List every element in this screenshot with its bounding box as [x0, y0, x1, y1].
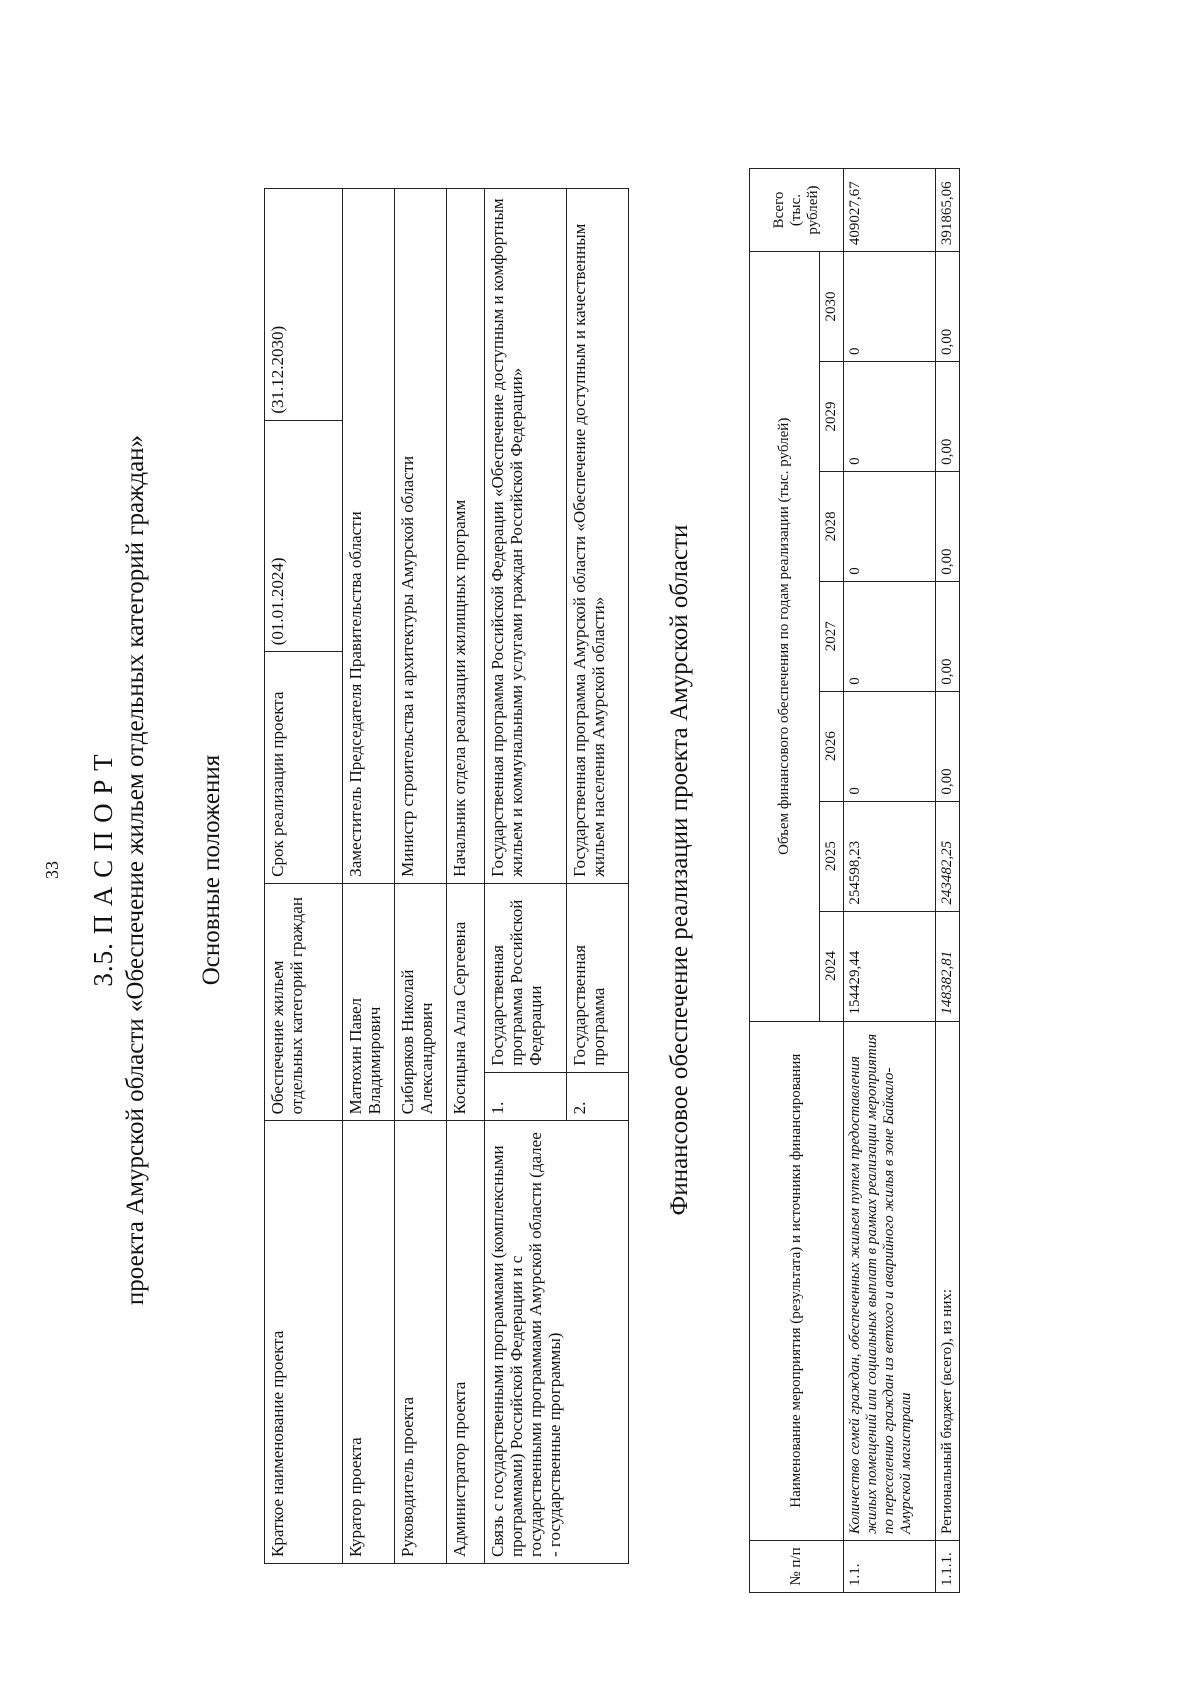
table-row — [936, 169, 960, 1593]
term-end: (31.12.2030) — [265, 189, 343, 421]
row-value: 154429,44 — [844, 911, 936, 1021]
table-row — [395, 189, 447, 1564]
leader-label: Руководитель проекта — [395, 1121, 447, 1564]
row-num: 1.1. — [844, 1541, 936, 1593]
link-item-name: Государственная программа Российской Федерации «Обеспечение доступным и комфортным жильем и коммунальными услугами граждан Российской Федерации» — [485, 189, 567, 884]
row-value: 243482,25 — [936, 801, 960, 911]
row-value: 0,00 — [936, 361, 960, 471]
table-row — [485, 189, 567, 1564]
link-item-type: Государственная программа Российской Федерации — [485, 883, 567, 1072]
row-name: Региональный бюджет (всего), из них: — [936, 1021, 960, 1541]
row-value: 0,00 — [936, 581, 960, 691]
link-item-number: 2. — [567, 1072, 629, 1121]
header-volume: Объем финансового обеспечения по годам реализации (тыс. рублей) — [750, 252, 820, 1021]
table-row — [343, 189, 395, 1564]
row-value: 0 — [844, 691, 936, 801]
table-row — [844, 169, 936, 1593]
link-item-number: 1. — [485, 1072, 567, 1121]
header-total: Всего (тыс. рублей) — [750, 169, 844, 252]
term-start: (01.01.2024) — [265, 420, 343, 652]
table-row — [447, 189, 485, 1564]
term-label: Срок реализации проекта — [265, 652, 343, 884]
link-item-type: Государственная программа — [567, 883, 629, 1072]
row-value: 0 — [844, 361, 936, 471]
row-value: 254598,23 — [844, 801, 936, 911]
row-value: 0 — [844, 252, 936, 362]
admin-name: Косицына Алла Сергеевна — [447, 883, 485, 1121]
document-page — [10, 50, 1150, 1690]
row-total: 391865,06 — [936, 169, 960, 252]
short-name-label: Краткое наименование проекта — [265, 1121, 343, 1564]
basic-info-table — [264, 188, 629, 1564]
row-value: 0,00 — [936, 252, 960, 362]
leader-name: Сибиряков Николай Александрович — [395, 883, 447, 1121]
row-value: 0,00 — [936, 691, 960, 801]
row-value: 0 — [844, 581, 936, 691]
admin-label: Администратор проекта — [447, 1121, 485, 1564]
row-value: 148382,81 — [936, 911, 960, 1021]
document-subtitle: проекта Амурской области «Обеспечение жильем отдельных категорий граждан» — [122, 434, 149, 1306]
leader-position: Министр строительства и архитектуры Амурской области — [395, 189, 447, 884]
curator-label: Куратор проекта — [343, 1121, 395, 1564]
header-year: 2029 — [820, 361, 844, 471]
document-title: 3.5. П А С П О Р Т — [88, 753, 118, 987]
basic-section-heading: Основные положения — [198, 754, 225, 986]
page-number: 33 — [42, 861, 62, 879]
table-header-row — [750, 169, 820, 1593]
row-num: 1.1.1. — [936, 1541, 960, 1593]
row-value: 0,00 — [936, 471, 960, 581]
header-year: 2024 — [820, 911, 844, 1021]
header-year: 2030 — [820, 252, 844, 362]
header-year: 2025 — [820, 801, 844, 911]
header-year: 2027 — [820, 581, 844, 691]
short-name-value: Обеспечение жильем отдельных категорий граждан — [265, 883, 343, 1121]
link-label: Связь с государственными программами (комплексными программами) Российской Федерации и с государственными программами Амурской области (далее - государственные программы) — [485, 1121, 629, 1564]
curator-position: Заместитель Председателя Правительства области — [343, 189, 395, 884]
curator-name: Матюхин Павел Владимирович — [343, 883, 395, 1121]
header-year: 2028 — [820, 471, 844, 581]
finance-section-heading: Финансовое обеспечение реализации проекта Амурской области — [666, 524, 693, 1216]
header-year: 2026 — [820, 691, 844, 801]
link-item-name: Государственная программа Амурской области «Обеспечение доступным и качественным жильем населения Амурской области» — [567, 189, 629, 884]
finance-table — [749, 168, 960, 1593]
table-row — [265, 189, 343, 1564]
header-num: № п/п — [750, 1541, 844, 1593]
header-name: Наименование мероприятия (результата) и источники финансирования — [750, 1021, 844, 1541]
row-value: 0 — [844, 471, 936, 581]
row-total: 409027,67 — [844, 169, 936, 252]
admin-position: Начальник отдела реализации жилищных программ — [447, 189, 485, 884]
row-name: Количество семей граждан, обеспеченных жильем путем предоставления жилых помещений или социальных выплат в рамках реализации мероприятия по переселению граждан из ветхого и аварийного жилья в зоне Байкало-Амурской магистрали — [844, 1021, 936, 1541]
